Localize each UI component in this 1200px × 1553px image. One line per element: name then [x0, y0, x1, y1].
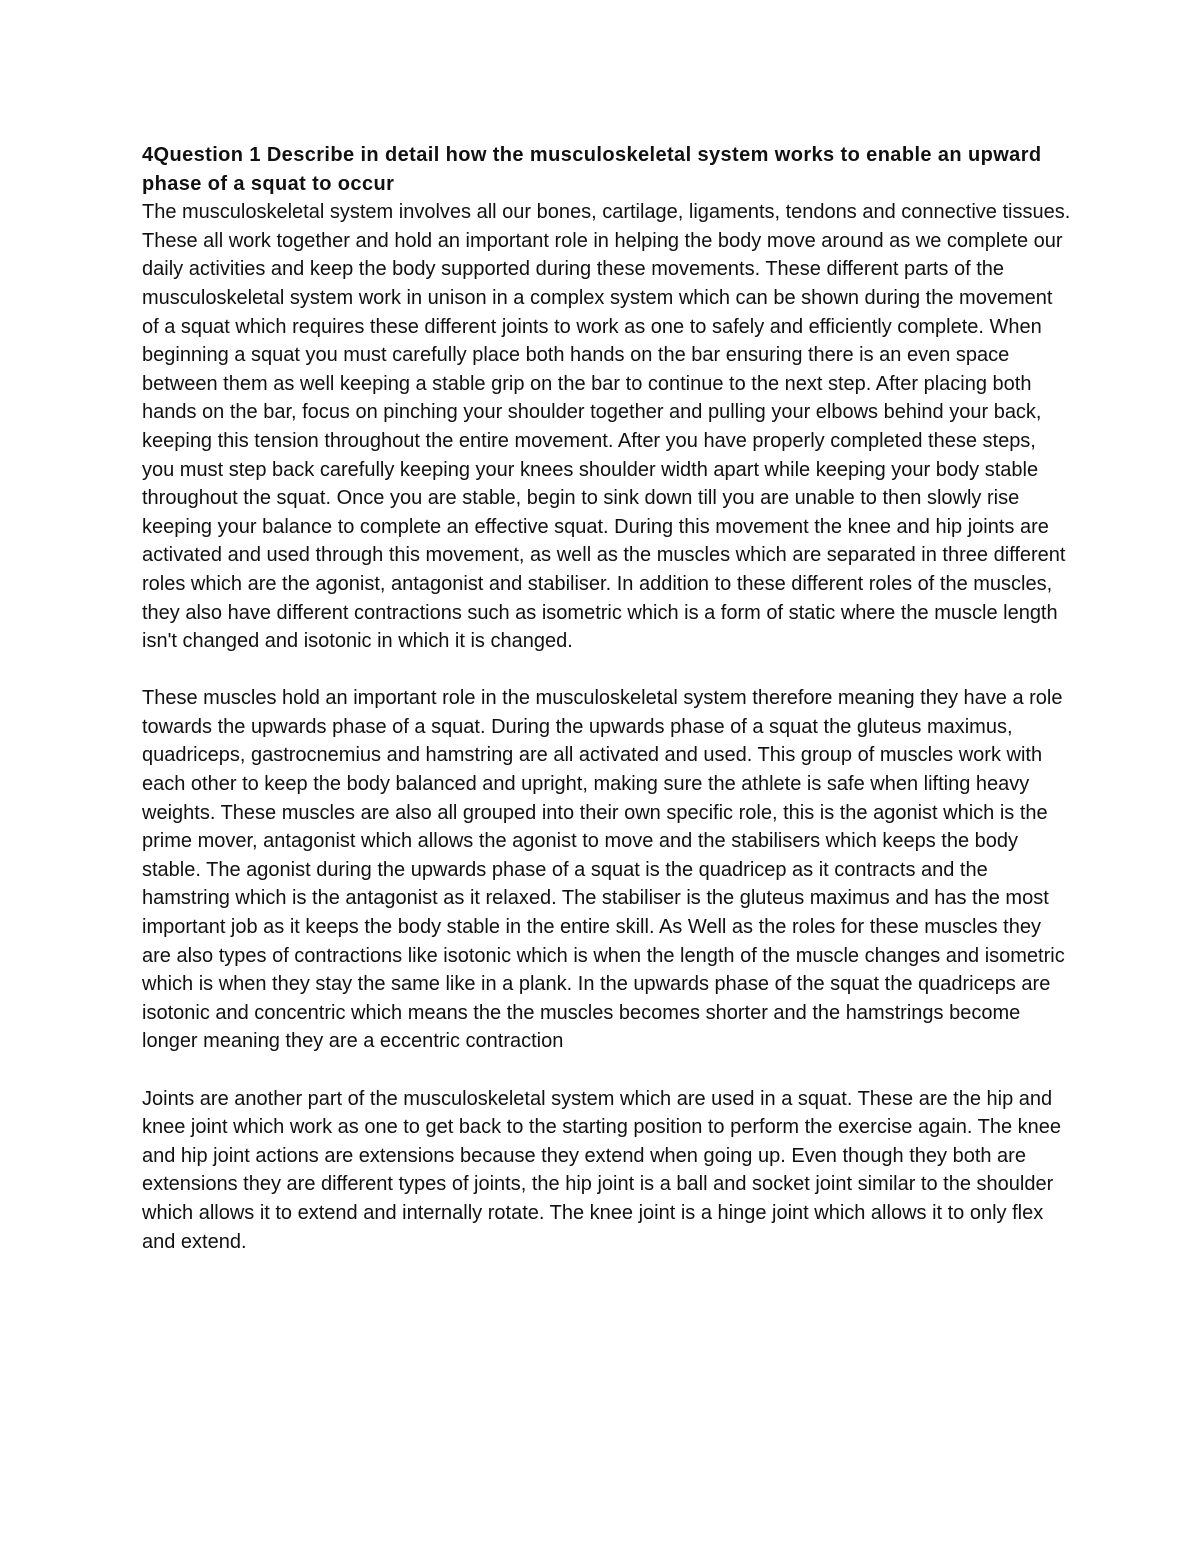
paragraph-musculoskeletal-overview: The musculoskeletal system involves all our bones, cartilage, ligaments, tendons and connective tissues. These all work together and hold an important role in helping the body move around as we complete our daily activities and keep the body supported during these movements. These different parts of the musculoskeletal system work in unison in a complex system which can be shown during the movement of a squat which requires these different joints to work as one to safely and efficiently complete. When beginning a squat you must carefully place both hands on the bar ensuring there is an even space between them as well keeping a stable grip on the bar to continue to the next step. After placing both hands on the bar, focus on pinching your shoulder together and pulling your elbows behind your back, keeping this tension throughout the entire movement. After you have properly completed these steps, you must step back carefully keeping your knees shoulder width apart while keeping your body stable throughout the squat. Once you are stable, begin to sink down till you are unable to then slowly rise keeping your balance to complete an effective squat. During this movement the knee and hip joints are activated and used through this movement, as well as the muscles which are separated in three different roles which are the agonist, antagonist and stabiliser. In addition to these different roles of the muscles, they also have different contractions such as isometric which is a form of static where the muscle length isn't changed and isotonic in which it is changed.: [142, 201, 1071, 653]
paragraph-muscles-roles: These muscles hold an important role in the musculoskeletal system therefore meaning they have a role towards the upwards phase of a squat. During the upwards phase of a squat the gluteus maximus, quadriceps, gastrocnemius and hamstring are all activated and used. This group of muscles work with each other to keep the body balanced and upright, making sure the athlete is safe when lifting heavy weights. These muscles are also all grouped into their own specific role, this is the agonist which is the prime mover, antagonist which allows the agonist to move and the stabilisers which keeps the body stable. The agonist during the upwards phase of a squat is the quadricep as it contracts and the hamstring which is the antagonist as it relaxed. The stabiliser is the gluteus maximus and has the most important job as it keeps the body stable in the entire skill. As Well as the roles for these muscles they are also types of contractions like isotonic which is when the length of the muscle changes and isometric which is when they stay the same like in a plank. In the upwards phase of the squat the quadriceps are isotonic and concentric which means the the muscles becomes shorter and the hamstrings become longer meaning they are a eccentric contraction: [142, 687, 1065, 1053]
document-page: [142, 141, 1072, 1256]
paragraph-spacer: [142, 1056, 1072, 1085]
question-title: 4Question 1 Describe in detail how the musculoskeletal system works to enable an upward phase of a squat to occur: [142, 144, 1042, 195]
paragraph-joints: Joints are another part of the musculoskeletal system which are used in a squat. These are the hip and knee joint which work as one to get back to the starting position to perform the exercise again. The knee and hip joint actions are extensions because they extend when going up. Even though they both are extensions they are different types of joints, the hip joint is a ball and socket joint similar to the shoulder which allows it to extend and internally rotate. The knee joint is a hinge joint which allows it to only flex and extend.: [142, 1087, 1062, 1253]
paragraph-spacer: [142, 656, 1072, 685]
